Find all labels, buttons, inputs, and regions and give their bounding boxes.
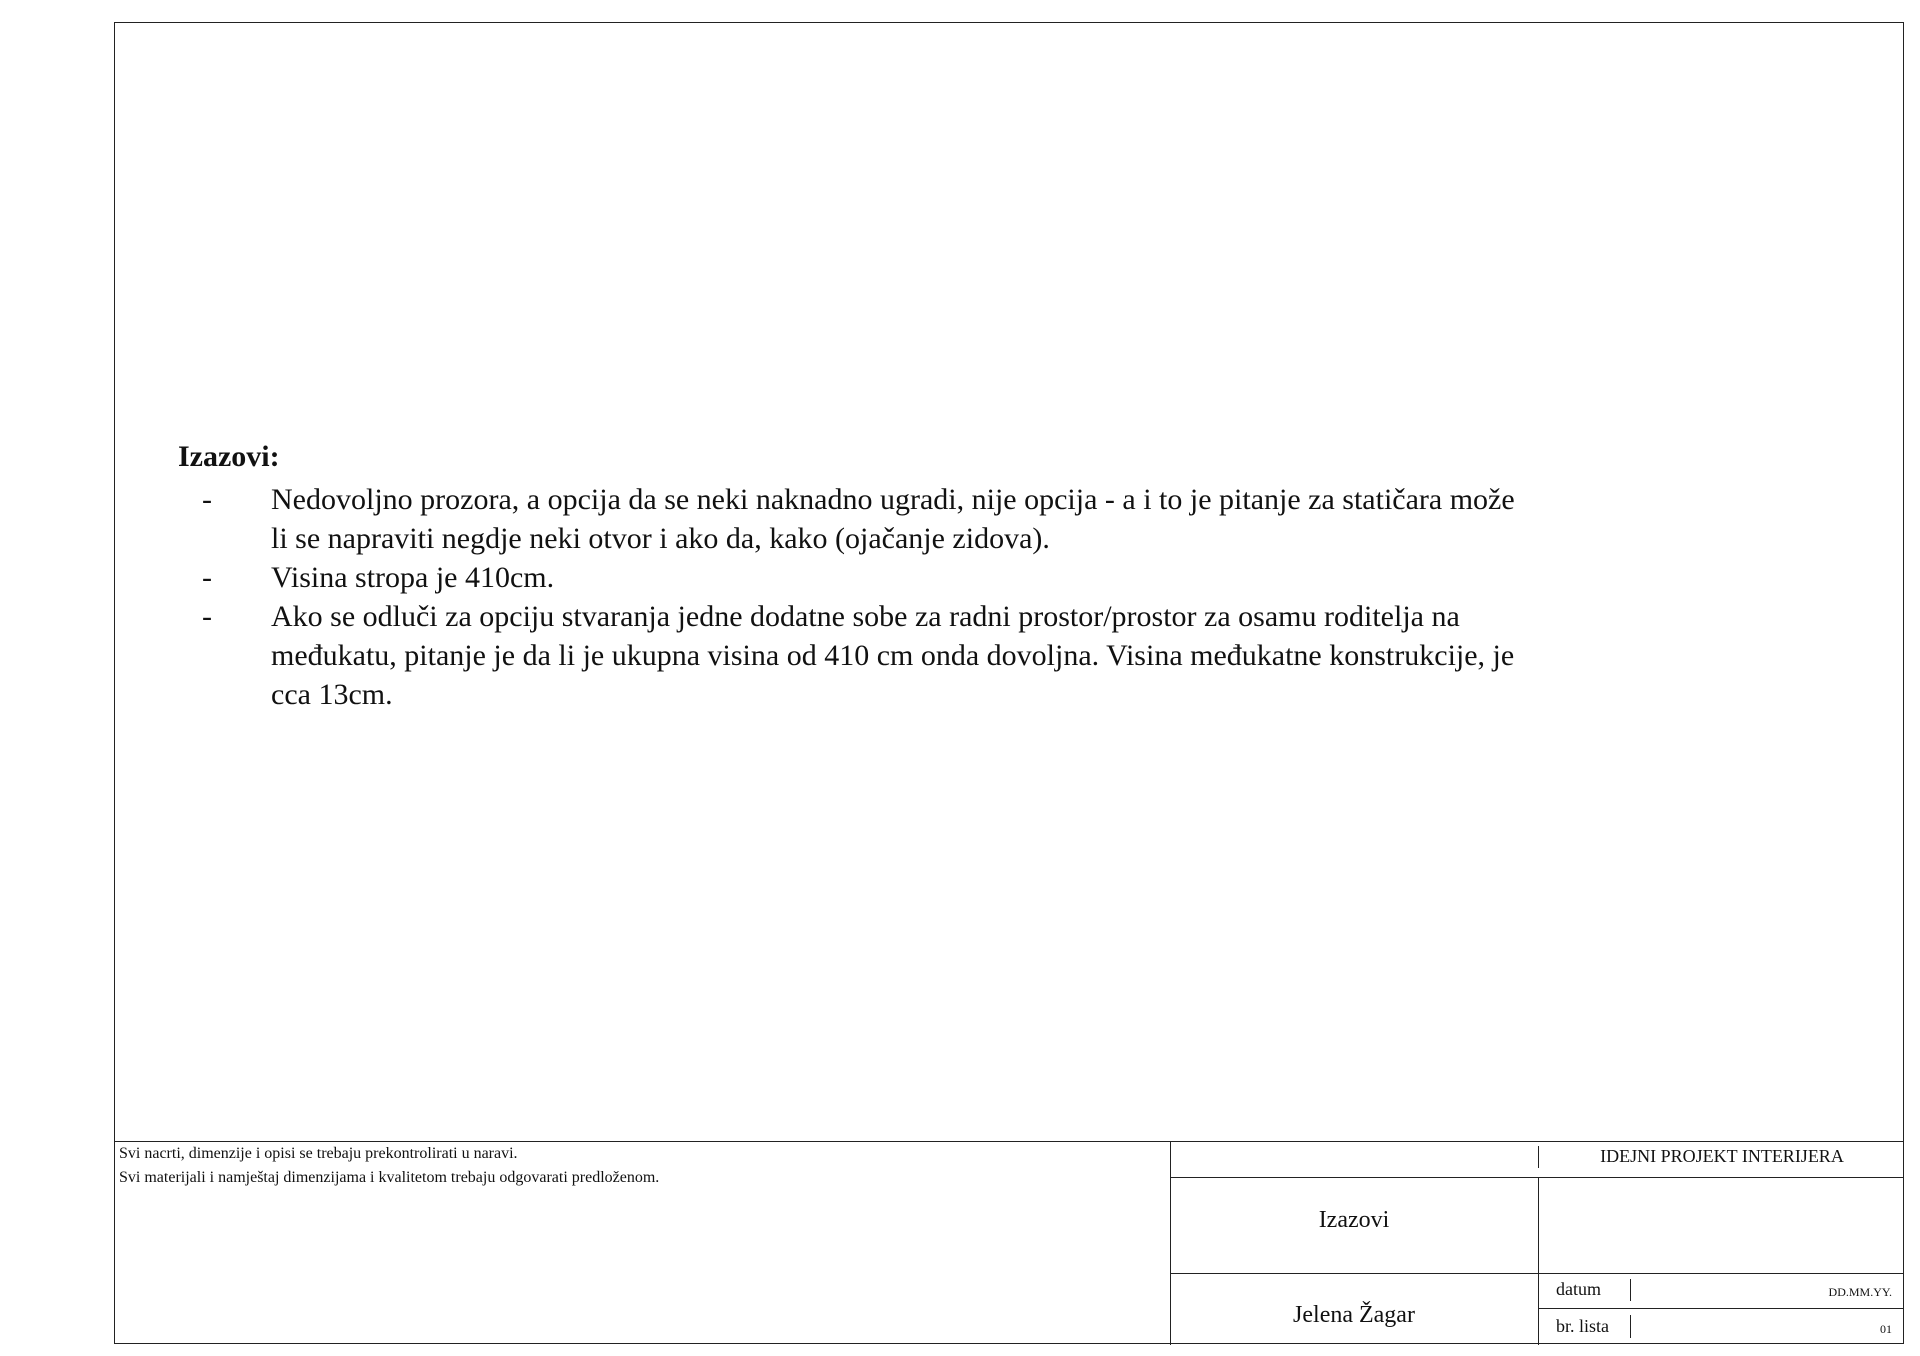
bullet-marker: - — [202, 561, 212, 594]
date-label: datum — [1556, 1279, 1601, 1299]
sheet-no-divider — [1630, 1315, 1631, 1338]
author-name: Jelena Žagar — [1293, 1302, 1415, 1328]
bullet-marker: - — [202, 600, 212, 633]
bullet-3-line-3: cca 13cm. — [271, 678, 393, 711]
title-block-top-border — [114, 1141, 1904, 1142]
title-block-row-line — [1538, 1308, 1904, 1309]
bullet-3-line-2: međukatu, pitanje je da li je ukupna visina od 410 cm onda dovoljna. Visina međukatne konstrukcije, je — [271, 639, 1515, 672]
sheet-title: Izazovi — [1318, 1207, 1390, 1233]
project-name: IDEJNI PROJEKT INTERIJERA — [1600, 1146, 1844, 1166]
title-block-row-line — [1170, 1273, 1904, 1274]
note-line-2: Svi materijali i namještaj dimenzijama i kvalitetom trebaju odgovarati predloženom. — [119, 1169, 660, 1186]
bullet-3-line-1: Ako se odluči za opciju stvaranja jedne dodatne sobe za radni prostor/prostor za osamu roditelja na — [271, 600, 1460, 633]
title-block-tick — [1538, 1146, 1539, 1168]
sheet-no-label: br. lista — [1556, 1316, 1609, 1336]
title-block-divider — [1538, 1177, 1539, 1345]
bullet-1-line-1: Nedovoljno prozora, a opcija da se neki naknadno ugradi, nije opcija - a i to je pitanje za statičara može — [271, 483, 1515, 516]
bullet-marker: - — [202, 483, 212, 516]
title-block-row-line — [1170, 1177, 1904, 1178]
date-divider — [1630, 1279, 1631, 1301]
note-line-1: Svi nacrti, dimenzije i opisi se trebaju prekontrolirati u naravi. — [119, 1145, 518, 1162]
bullet-1-line-2: li se napraviti negdje neki otvor i ako da, kako (ojačanje zidova). — [271, 522, 1050, 555]
sheet-no-value: 01 — [1880, 1322, 1892, 1336]
date-value: DD.MM.YY. — [1828, 1285, 1892, 1299]
section-heading: Izazovi: — [178, 440, 280, 473]
bullet-2-line-1: Visina stropa je 410cm. — [271, 561, 555, 594]
